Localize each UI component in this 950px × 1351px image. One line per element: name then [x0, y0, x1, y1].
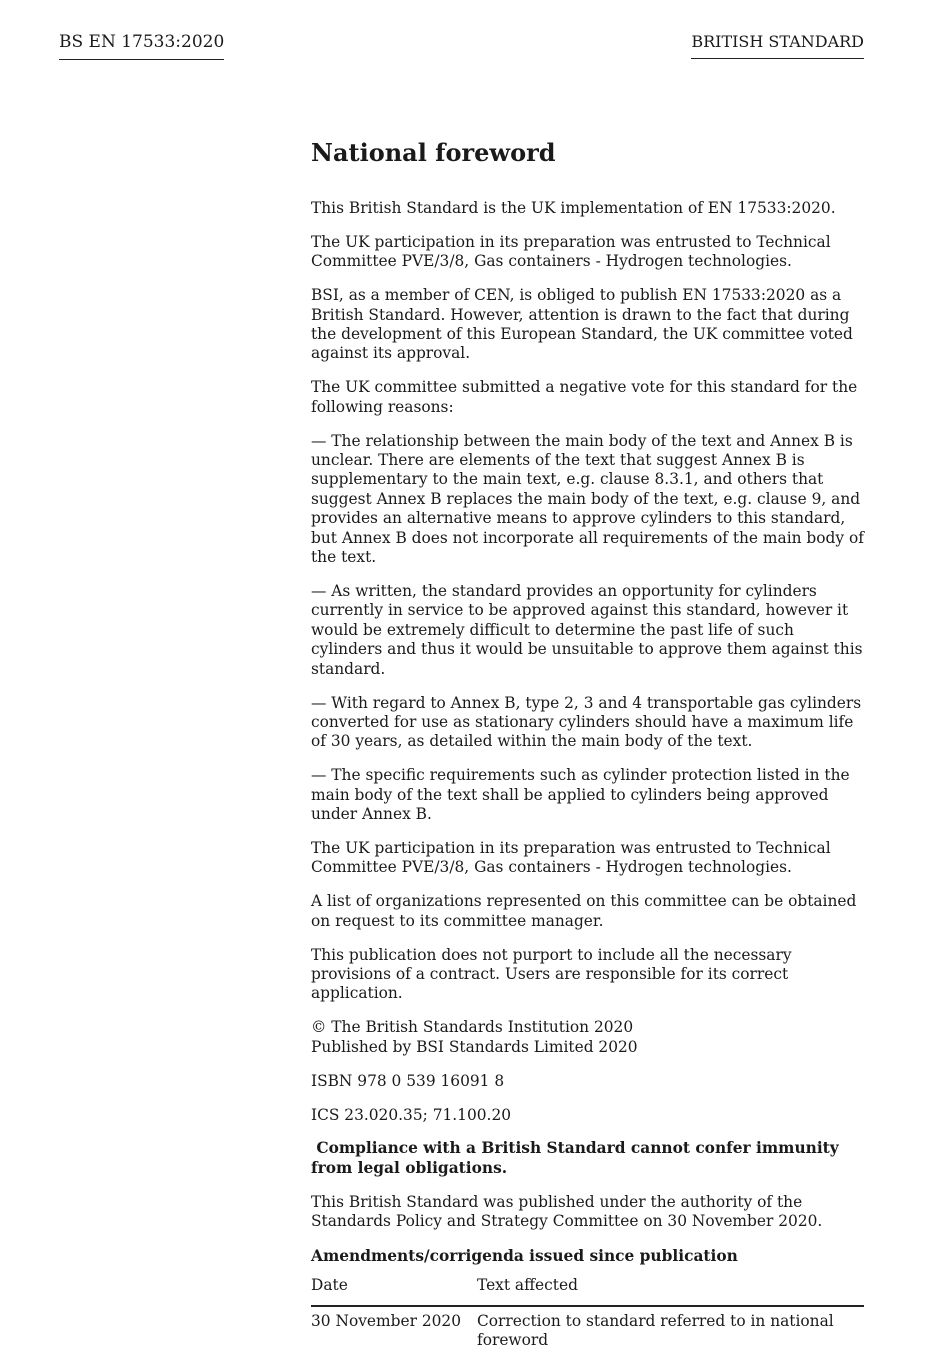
published-line: Published by BSI Standards Limited 2020	[311, 1037, 638, 1056]
ics: ICS 23.020.35; 71.100.20	[311, 1105, 512, 1124]
paragraph: The UK committee submitted a negative vote for this standard for the following reasons:	[311, 378, 858, 416]
paragraph: BSI, as a member of CEN, is obliged to publish EN 17533:2020 as a British Standard. However, attention is drawn to the fact that during the development of this European Standard, the UK committee voted against its approval.	[311, 286, 853, 363]
page-title: National foreword	[311, 138, 556, 167]
authority-statement: This British Standard was published under the authority of the Standards Policy and Strategy Committee on 30 November 2020.	[311, 1192, 823, 1231]
column-header-date: Date	[311, 1276, 477, 1306]
copyright-block	[311, 1018, 864, 1057]
paragraph: A list of organizations represented on this committee can be obtained on request to its committee manager.	[311, 892, 857, 930]
paragraph: This publication does not purport to include all the necessary provisions of a contract. Users are responsible for its correct application.	[311, 945, 792, 1003]
reason-item: — As written, the standard provides an opportunity for cylinders currently in service to be approved against this standard, however it would be extremely difficult to determine the past life of such cylinders and thus it would be unsuitable to approve them against this standard.	[311, 582, 863, 678]
standard-label: BRITISH STANDARD	[691, 31, 864, 59]
reason-item: — With regard to Annex B, type 2, 3 and 4 transportable gas cylinders converted for use as stationary cylinders should have a maximum life of 30 years, as detailed within the main body of the text.	[311, 693, 862, 751]
amendment-date: 30 November 2020	[311, 1311, 461, 1330]
amendment-text: Correction to standard referred to in national foreword	[477, 1311, 834, 1350]
paragraph: The UK participation in its preparation was entrusted to Technical Committee PVE/3/8, Gas containers - Hydrogen technologies.	[311, 232, 831, 271]
isbn: ISBN 978 0 539 16091 8	[311, 1071, 505, 1090]
compliance-statement: Compliance with a British Standard cannot confer immunity from legal obligations.	[311, 1139, 845, 1177]
amendments-table	[311, 1276, 864, 1351]
reason-item: — The relationship between the main body of the text and Annex B is unclear. There are elements of the text that suggest Annex B is supplementary to the main text, e.g. clause 8.3.1, and others that suggest Annex B replaces the main body of the text, e.g. clause 9, and provides an alternative means to approve cylinders to this standard, but Annex B does not incorporate all requirements of the main body of the text.	[311, 431, 864, 567]
document-id: BS EN 17533:2020	[59, 31, 224, 60]
table-header-row	[311, 1276, 864, 1306]
table-row	[311, 1306, 864, 1351]
column-header-text-affected: Text affected	[477, 1276, 864, 1306]
paragraph: The UK participation in its preparation was entrusted to Technical Committee PVE/3/8, Gas containers - Hydrogen technologies.	[311, 838, 831, 877]
reason-item: — The specific requirements such as cylinder protection listed in the main body of the text shall be applied to cylinders being approved under Annex B.	[311, 766, 850, 824]
foreword-content	[311, 138, 864, 1351]
amendments-heading: Amendments/corrigenda issued since publication	[311, 1246, 738, 1265]
paragraph: This British Standard is the UK implementation of EN 17533:2020.	[311, 199, 836, 217]
copyright-line: © The British Standards Institution 2020	[311, 1018, 634, 1037]
